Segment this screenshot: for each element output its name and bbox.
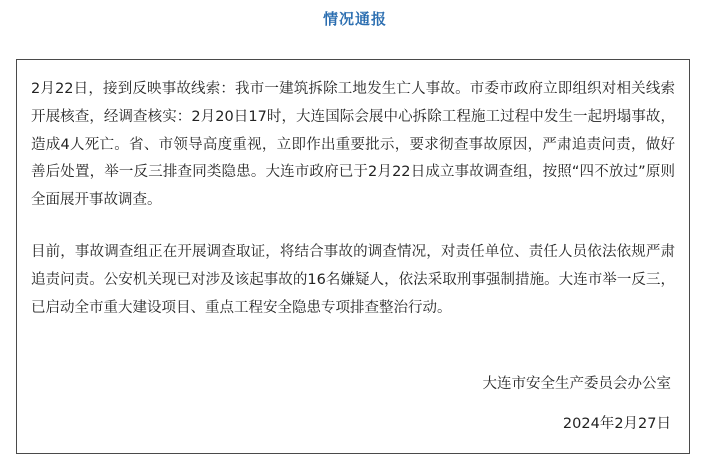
notice-box (16, 59, 690, 454)
signature-block (483, 371, 672, 451)
page-title: 情况通报 (322, 10, 387, 28)
issuer-name: 大连市安全生产委员会办公室 (482, 376, 671, 392)
issue-date: 2024年2月27日 (562, 415, 671, 432)
notice-paragraph-1: 2月22日，接到反映事故线索：我市一建筑拆除工地发生亡人事故。市委市政府立即组织对相关线索开展核查，经调查核实：2月20日17时，大连国际会展中心拆除工程施工过程中发生一起坍塌事故，造成4人死亡。省、市领导高度重视，立即作出重要批示，要求彻查事故原因，严肃追责问责，做好善后处置，举一反三排查同类隐患。大连市政府已于2月22日成立事故调查组，按照“四不放过”原则全面展开事故调查。 (31, 81, 675, 209)
notice-paragraph-2: 目前，事故调查组正在开展调查取证，将结合事故的调查情况，对责任单位、责任人员依法依规严肃追责问责。公安机关现已对涉及该起事故的16名嫌疑人，依法采取刑事强制措施。大连市举一反三，已启动全市重大建设项目、重点工程安全隐患专项排查整治行动。 (31, 243, 675, 316)
